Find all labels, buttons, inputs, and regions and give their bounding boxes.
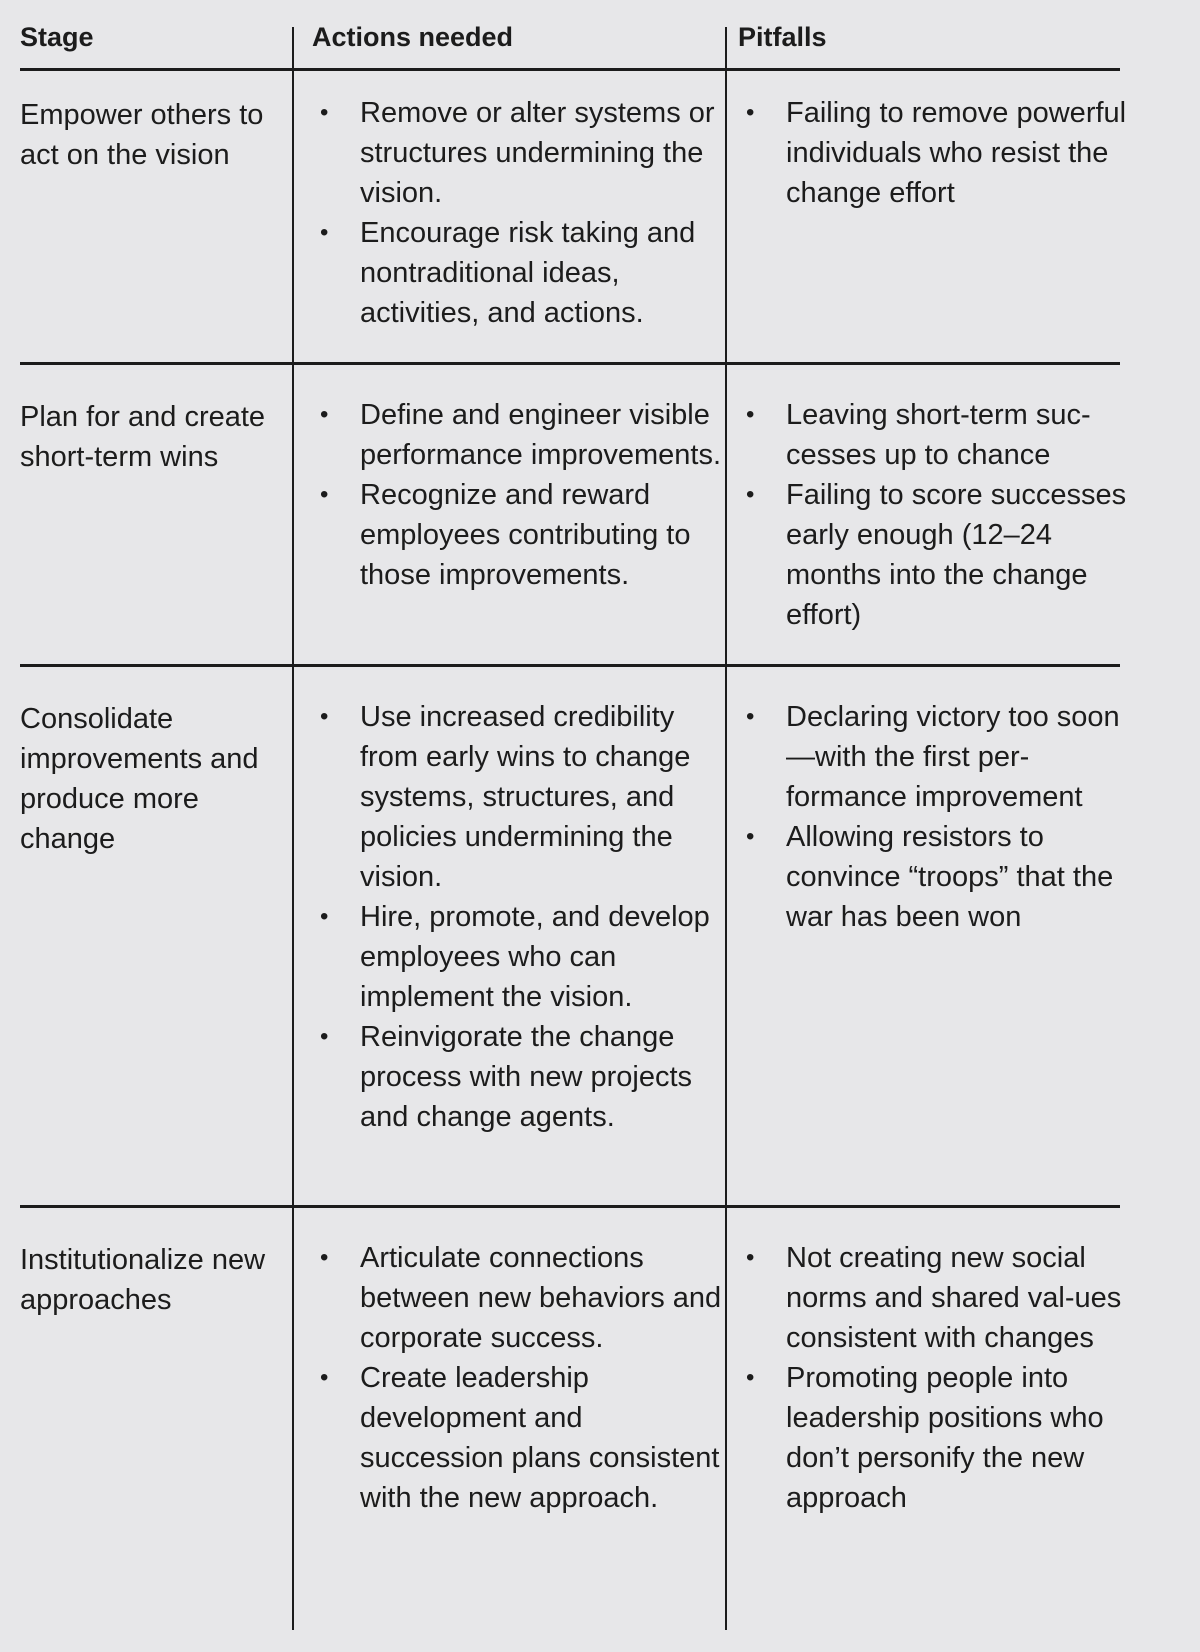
pitfall-item: • Leaving short-term suc-cesses up to chance [738,395,1138,475]
action-item: • Create leadership development and succession plans consistent with the new approach. [312,1358,722,1518]
pitfalls-list [738,1238,1138,1518]
action-item: • Use increased credibility from early wins to change systems, structures, and policies undermining the vision. [312,697,722,897]
action-item: • Encourage risk taking and nontraditional ideas, activities, and actions. [312,213,722,333]
pitfalls-list [738,395,1138,635]
pitfalls-list [738,697,1138,937]
column-divider [725,27,727,1630]
actions-list [312,395,722,595]
row-divider [20,664,1120,667]
stage-cell: Plan for and create short-term wins [20,401,266,473]
column-divider [292,27,294,1630]
header-pitfalls: Pitfalls [738,22,827,52]
header-stage: Stage [20,22,94,52]
actions-list [312,697,722,1137]
action-item: • Define and engineer visible performance improvements. [312,395,722,475]
action-item: • Articulate connections between new behaviors and corporate success. [312,1238,722,1358]
action-item: • Remove or alter systems or structures undermining the vision. [312,93,722,213]
stage-cell: Empower others to act on the vision [20,99,264,171]
pitfall-item: • Allowing resistors to convince “troops” that the war has been won [738,817,1138,937]
actions-list [312,1238,722,1518]
action-item: • Hire, promote, and develop employees who can implement the vision. [312,897,722,1017]
header-actions: Actions needed [312,22,514,52]
pitfall-item: • Promoting people into leadership positions who don’t personify the new approach [738,1358,1138,1518]
action-item: • Reinvigorate the change process with new projects and change agents. [312,1017,722,1137]
change-stages-table [20,0,1180,1630]
header-rule [20,68,1120,71]
stage-cell: Consolidate improvements and produce more change [20,703,259,855]
pitfall-item: • Not creating new social norms and shared val-ues consistent with changes [738,1238,1138,1358]
row-divider [20,362,1120,365]
pitfalls-list [738,93,1138,213]
actions-list [312,93,722,333]
pitfall-item: • Failing to remove powerful individuals who resist the change effort [738,93,1138,213]
row-divider [20,1205,1120,1208]
stage-cell: Institutionalize new approaches [20,1244,266,1316]
action-item: • Recognize and reward employees contributing to those improvements. [312,475,722,595]
pitfall-item: • Declaring victory too soon—with the first per-formance improvement [738,697,1138,817]
pitfall-item: • Failing to score successes early enough (12–24 months into the change effort) [738,475,1138,635]
